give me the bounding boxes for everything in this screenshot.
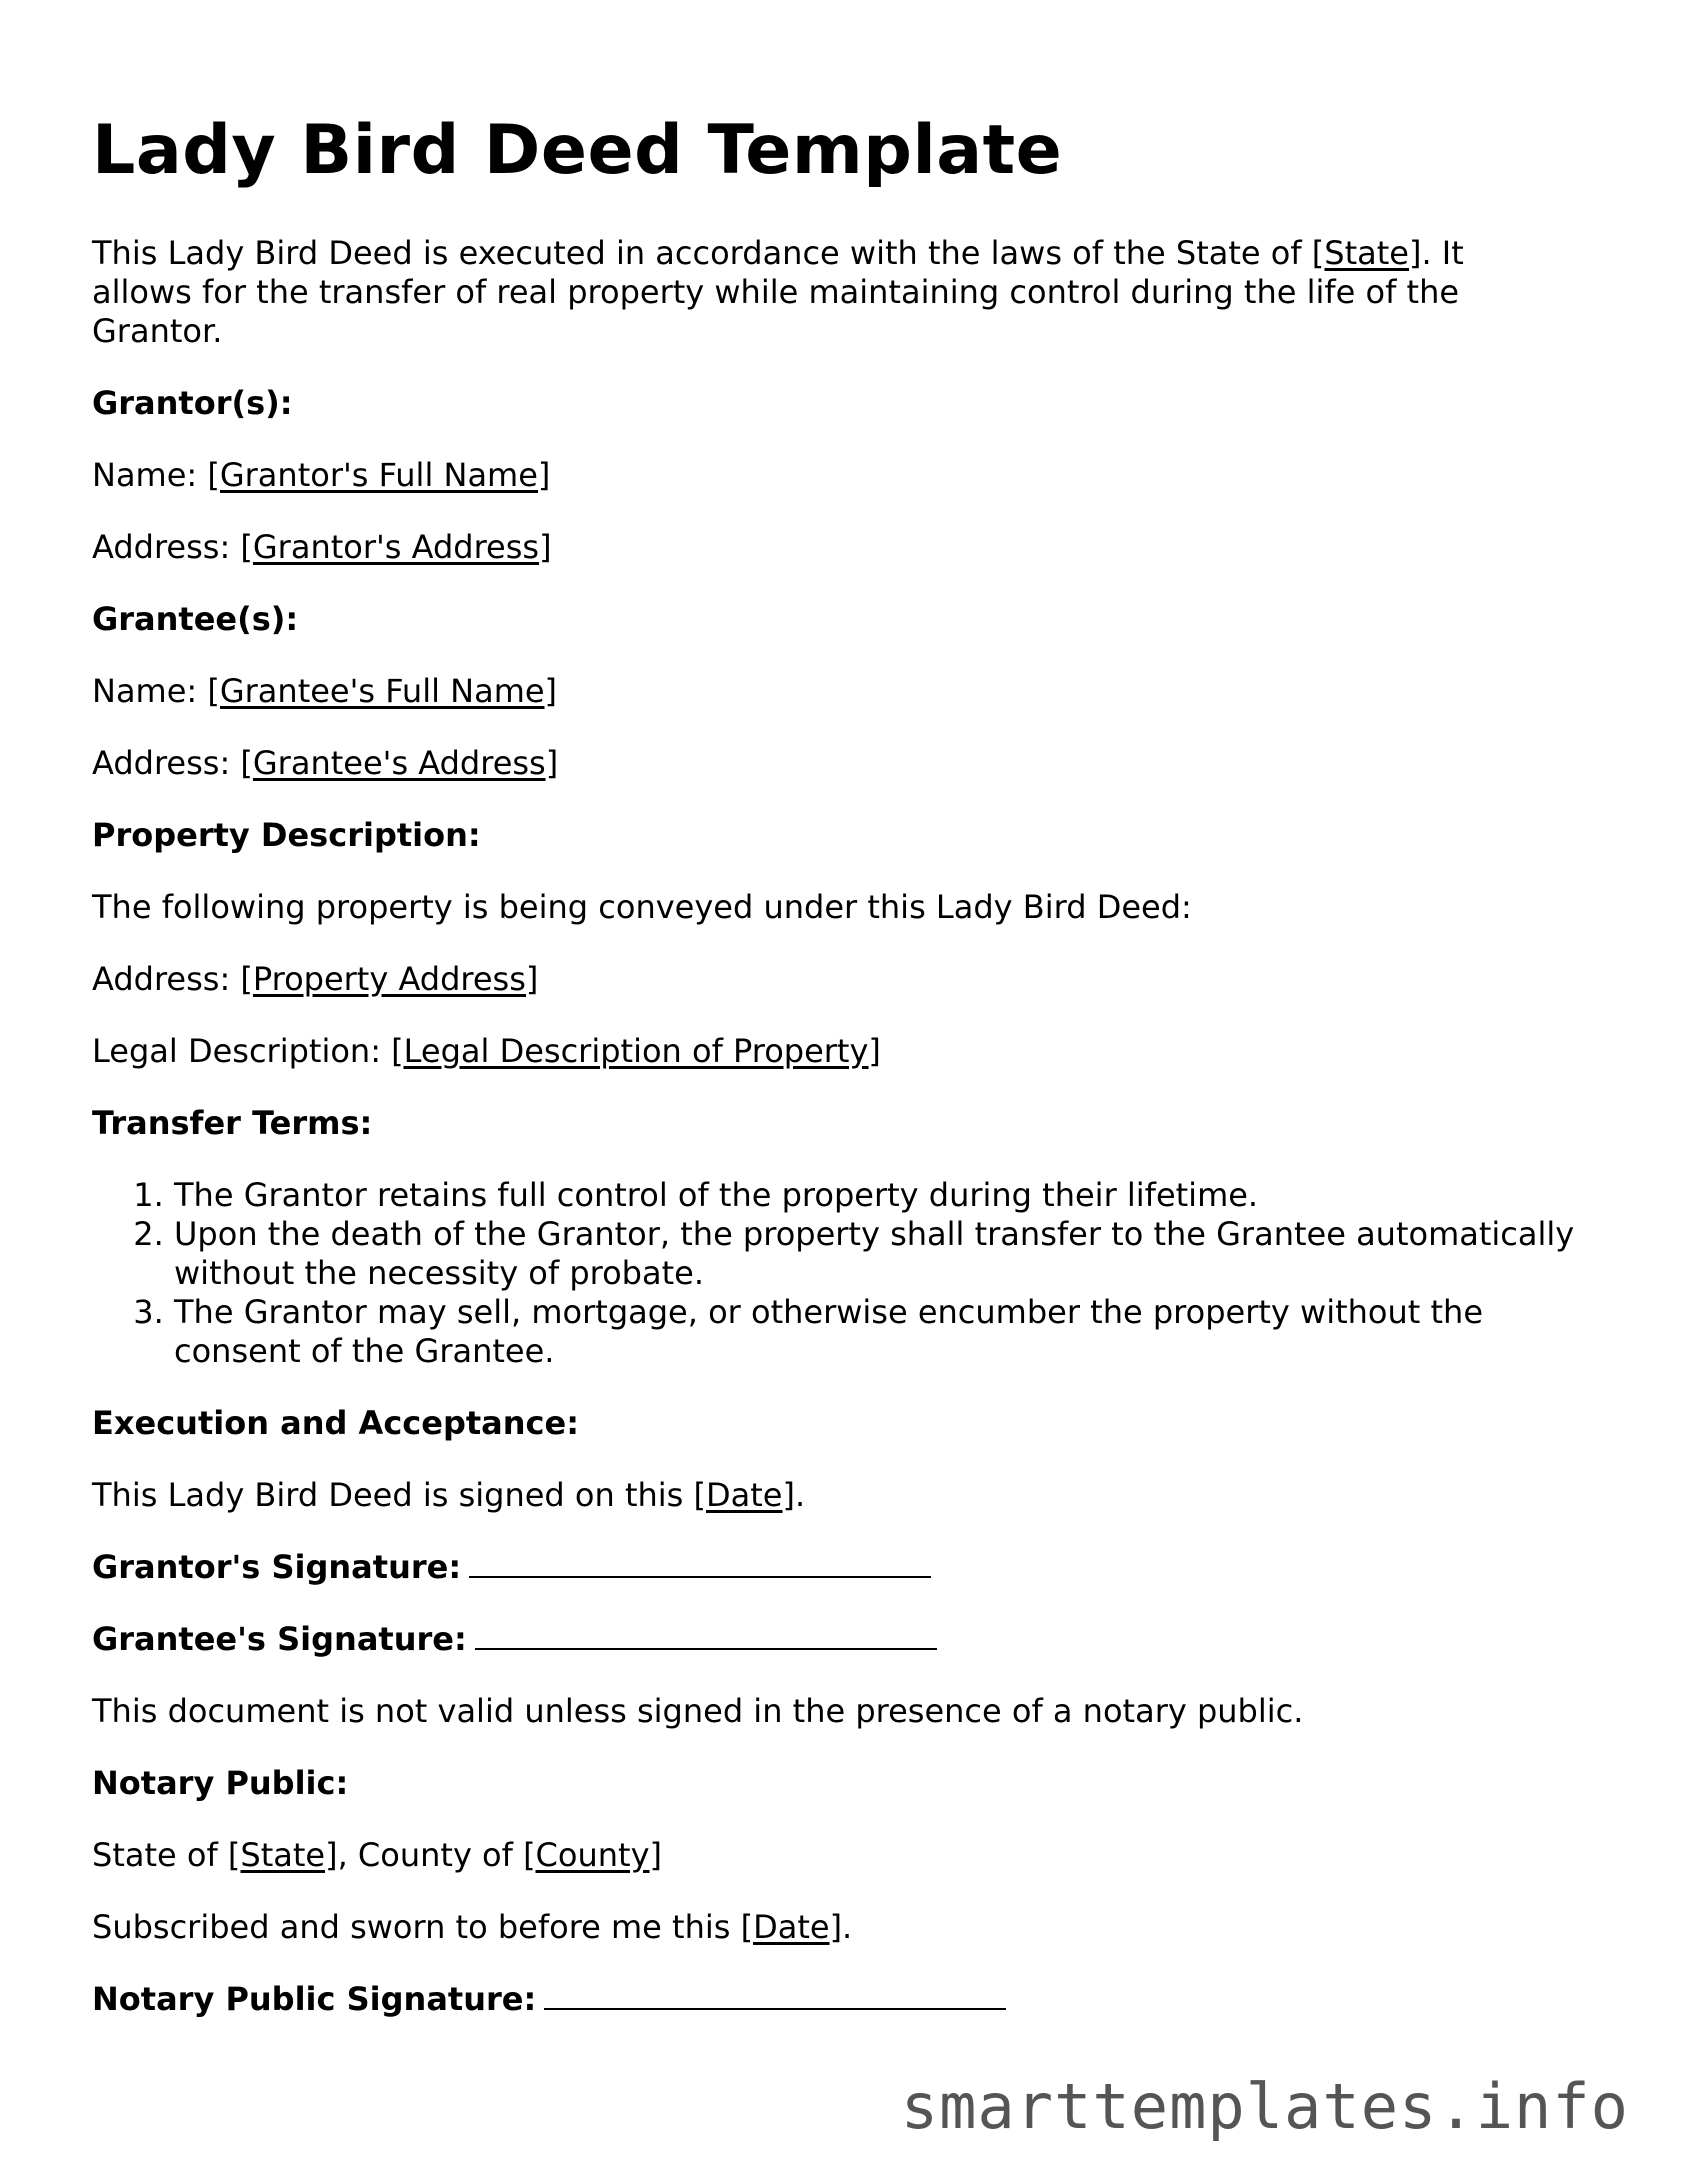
list-item: 3. The Grantor may sell, mortgage, or otherwise encumber the property without the consent of the Grantee. — [174, 1293, 1614, 1371]
notary-sworn-line — [92, 1908, 1592, 1947]
notary-sworn-before: Subscribed and sworn to before me this — [92, 1907, 741, 1946]
intro-paragraph — [92, 234, 1532, 351]
notary-signature-line — [92, 1980, 1592, 2019]
property-address-placeholder: [Property Address] — [240, 959, 539, 998]
grantor-signature-blank[interactable] — [469, 1575, 931, 1578]
notary-sworn-after: . — [842, 1907, 853, 1946]
list-item: 2. Upon the death of the Grantor, the property shall transfer to the Grantee automatically without the necessity of probate. — [174, 1215, 1614, 1293]
grantee-signature-blank[interactable] — [475, 1647, 937, 1650]
list-item: 1. The Grantor retains full control of the property during their lifetime. — [174, 1176, 1614, 1215]
legal-description-placeholder: [Legal Description of Property] — [391, 1031, 881, 1070]
notary-heading: Notary Public: — [92, 1763, 349, 1802]
notary-date-placeholder: [Date] — [740, 1907, 843, 1946]
intro-text-before: This Lady Bird Deed is executed in accordance with the laws of the State of — [92, 233, 1312, 272]
grantor-signature-label: Grantor's Signature: — [92, 1547, 462, 1586]
signed-date-line — [92, 1476, 1592, 1515]
execution-heading: Execution and Acceptance: — [92, 1403, 579, 1442]
property-address-line — [92, 960, 1592, 999]
notary-state-county-line — [92, 1836, 1592, 1875]
watermark: smarttemplates.info — [900, 2070, 1629, 2143]
legal-description-line — [92, 1032, 1592, 1071]
grantee-name-label: Name: — [92, 671, 208, 710]
property-heading: Property Description: — [92, 815, 481, 854]
notary-state-placeholder: [State] — [227, 1835, 338, 1874]
grantor-name-placeholder: [Grantor's Full Name] — [207, 455, 551, 494]
state-placeholder: [State] — [1311, 233, 1422, 272]
grantor-address-line — [92, 528, 1592, 567]
legal-description-label: Legal Description: — [92, 1031, 392, 1070]
grantee-name-placeholder: [Grantee's Full Name] — [207, 671, 558, 710]
grantee-address-line — [92, 744, 1592, 783]
signed-date-placeholder: [Date] — [693, 1475, 795, 1514]
document-title: Lady Bird Deed Template — [92, 111, 1063, 190]
grantee-heading: Grantee(s): — [92, 599, 299, 638]
notary-county-label: , County of — [337, 1835, 524, 1874]
intro-text-after: . It allows for the transfer of real property while maintaining control during the life of the Grantor. — [92, 233, 1464, 350]
notary-signature-blank[interactable] — [544, 2007, 1006, 2010]
document-page — [92, 110, 1592, 2052]
grantee-name-line — [92, 672, 1592, 711]
notary-state-label: State of — [92, 1835, 228, 1874]
transfer-terms-list — [92, 1176, 1614, 1371]
grantor-address-placeholder: [Grantor's Address] — [240, 527, 552, 566]
grantor-signature-line — [92, 1548, 1592, 1587]
grantee-address-label: Address: — [92, 743, 241, 782]
property-address-label: Address: — [92, 959, 241, 998]
notary-county-placeholder: [County] — [523, 1835, 662, 1874]
transfer-heading: Transfer Terms: — [92, 1103, 373, 1142]
notary-signature-label: Notary Public Signature: — [92, 1979, 537, 2018]
property-intro: The following property is being conveyed under this Lady Bird Deed: — [92, 887, 1192, 926]
grantor-name-label: Name: — [92, 455, 208, 494]
grantee-address-placeholder: [Grantee's Address] — [240, 743, 559, 782]
signed-text-after: . — [794, 1475, 806, 1514]
grantee-signature-label: Grantee's Signature: — [92, 1619, 467, 1658]
signed-text-before: This Lady Bird Deed is signed on this — [92, 1475, 694, 1514]
grantor-name-line — [92, 456, 1592, 495]
grantor-address-label: Address: — [92, 527, 241, 566]
validity-note: This document is not valid unless signed in the presence of a notary public. — [92, 1691, 1304, 1730]
grantor-heading: Grantor(s): — [92, 383, 293, 422]
grantee-signature-line — [92, 1620, 1592, 1659]
